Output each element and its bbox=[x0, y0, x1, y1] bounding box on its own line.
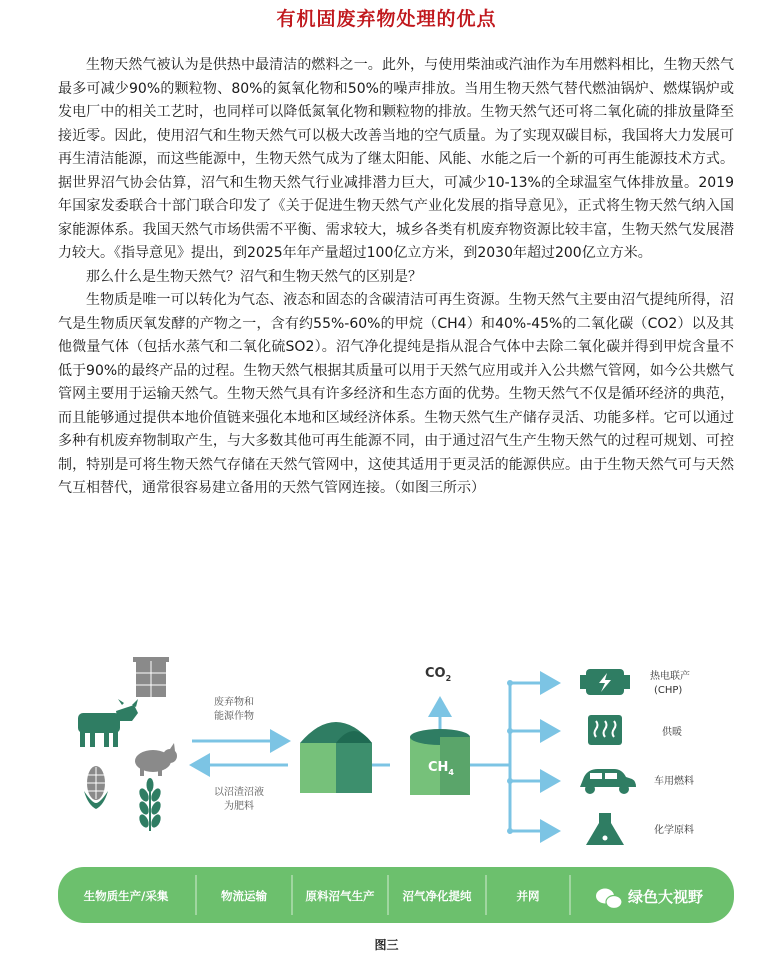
biogas-process-figure bbox=[58, 653, 734, 929]
chp-icon bbox=[580, 669, 630, 695]
figure-caption: 图三 bbox=[374, 938, 399, 952]
digester-icon bbox=[300, 722, 372, 793]
output-label: 化学原料 bbox=[654, 825, 694, 836]
stage-label: 物流运输 bbox=[221, 889, 267, 903]
flask-icon bbox=[586, 813, 624, 845]
fertilizer-label: 以沼渣沼液为肥料 bbox=[214, 787, 264, 812]
paragraph: 生物质是唯一可以转化为气态、液态和固态的含碳清洁可再生资源。生物天然气主要由沼气提纯所得，沼气是生物质厌氧发酵的产物之一，含有约55%-60%的甲烷（CH4）和40%-45%的二氧化碳（CO2）以及其他微量气体（包括水蒸气和二氧化硫SO2）。沼气净化提纯是指从混合气体中去除二氧化碳并得到甲烷含量不低于90%的最终产品的过程。生物天然气根据其质量可以用于天然气应用或并入公共燃气管网，如今公共燃气管网主要用于运输天然气。生物天然气具有许多经济和生态方面的优势。生物天然气不仅是循环经济的典范，而且能够通过提供本地价值链来强化本地和区域经济体系。生物天然气生产储存灵活、功能多样。它可以通过多种有机废弃物制取产生，与大多数其他可再生能源不同，由于通过沼气生产生物天然气的过程可规划、可控制，特别是可将生物天然气存储在天然气管网中，这使其适用于更灵活的能源供应。由于生物天然气可与天然气互相替代，通常很容易建立备用的天然气管网连接。（如图三所示） bbox=[58, 292, 734, 496]
stage-label: 原料沼气生产 bbox=[305, 889, 375, 903]
paragraph: 那么什么是生物天然气？沼气和生物天然气的区别是？ bbox=[86, 268, 422, 285]
feed-bin-icon bbox=[133, 657, 169, 697]
car-icon bbox=[580, 769, 636, 794]
feedstock-label: 废弃物和能源作物 bbox=[214, 697, 254, 722]
ch4-label: $CH_4$ bbox=[428, 760, 454, 777]
pig-icon bbox=[135, 743, 177, 776]
article-body bbox=[58, 54, 734, 501]
page-title: 有机固废弃物处理的优点 bbox=[276, 8, 497, 30]
stage-label: 并网 bbox=[516, 889, 540, 903]
stage-label: 沼气净化提纯 bbox=[402, 889, 472, 903]
stage-label: 生物质生产/采集 bbox=[83, 889, 169, 903]
wheat-icon bbox=[137, 778, 162, 831]
corn-icon bbox=[84, 766, 108, 809]
co2-label: $CO_2$ bbox=[425, 666, 452, 683]
heating-icon bbox=[588, 715, 622, 745]
output-label: 供暖 bbox=[662, 727, 682, 738]
output-label: 热电联产(CHP) bbox=[650, 671, 690, 696]
output-label: 车用燃料 bbox=[654, 776, 694, 787]
watermark: 绿色大视野 bbox=[628, 888, 704, 906]
cow-icon bbox=[78, 699, 138, 747]
paragraph: 生物天然气被认为是供热中最清洁的燃料之一。此外，与使用柴油或汽油作为车用燃料相比，生物天然气最多可减少90%的颗粒物、80%的氮氧化物和50%的噪声排放。当用生物天然气替代燃油锅炉、燃煤锅炉或发电厂中的相关工艺时，也同样可以降低氮氧化物和颗粒物的排放。生物天然气还可将二氧化硫的排放量降至接近零。因此，使用沼气和生物天然气可以极大改善当地的空气质量。为了实现双碳目标，我国将大力发展可再生清洁能源，而这些能源中，生物天然气成为了继太阳能、风能、水能之后一个新的可再生能源技术方式。据世界沼气协会估算，沼气和生物天然气行业减排潜力巨大，可减少10-13%的全球温室气体排放量。2019年国家发委联合十部门联合印发了《关于促进生物天然气产业化发展的指导意见》，正式将生物天然气纳入国家能源体系。我国天然气市场供需不平衡、需求较大，城乡各类有机废弃物资源比较丰富，生物天然气发展潜力较大。《指导意见》提出，到2025年年产量超过100亿立方米，到2030年超过200亿立方米。 bbox=[58, 57, 734, 261]
